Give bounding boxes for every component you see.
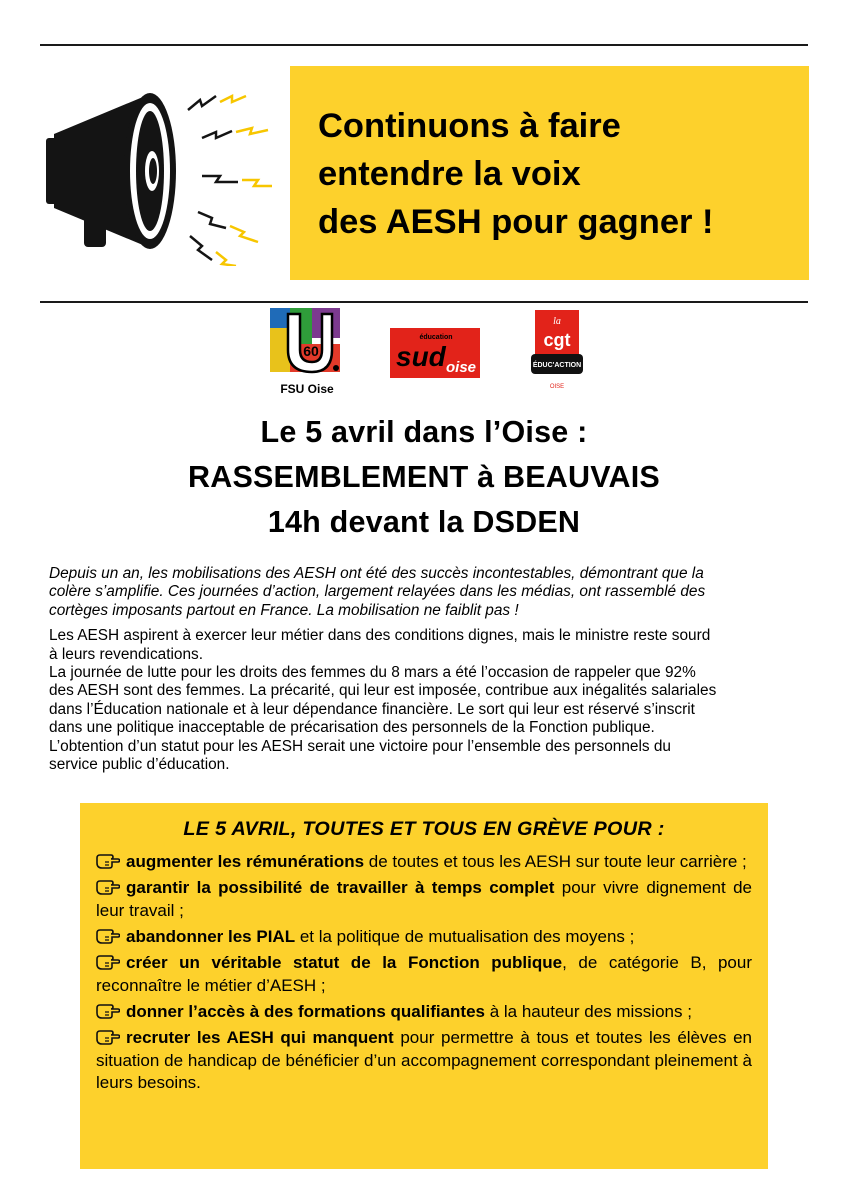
banner-line: entendre la voix bbox=[318, 155, 581, 193]
demand-item bbox=[96, 926, 752, 949]
main-paragraph bbox=[49, 627, 798, 774]
demand-text: de toutes et tous les AESH sur toute leur carrière ; bbox=[364, 852, 747, 871]
text-line: dans une politique inacceptable de précarisation des personnels de la Fonction publique. bbox=[49, 719, 655, 737]
sud-logo-sub: oise bbox=[446, 359, 477, 376]
demand-item bbox=[96, 851, 752, 874]
text-line: L’obtention d’un statut pour les AESH serait une victoire pour l’ensemble des personnels du bbox=[49, 737, 671, 755]
demand-item bbox=[96, 1001, 752, 1024]
demand-bold: recruter les AESH qui manquent bbox=[126, 1028, 394, 1048]
pointing-hand-icon bbox=[96, 927, 126, 946]
cgt-logo-top: la bbox=[553, 316, 561, 327]
pointing-hand-icon bbox=[96, 852, 126, 871]
demand-item bbox=[96, 1027, 752, 1095]
body-text bbox=[49, 565, 798, 781]
headline-banner bbox=[290, 66, 809, 280]
banner-line: Continuons à faire bbox=[318, 107, 621, 145]
text-line: colère s’amplifie. Ces journées d’action, largement relayées dans les médias, ont rassemblé des bbox=[49, 583, 706, 601]
demand-bold: abandonner les PIAL bbox=[126, 926, 296, 946]
event-date-line: Le 5 avril dans l’Oise : bbox=[260, 415, 588, 449]
text-line: des AESH sont des femmes. La précarité, qui leur est imposée, contribue aux inégalités salariales bbox=[49, 682, 717, 700]
pointing-hand-icon bbox=[96, 953, 126, 972]
text-line: service public d’éducation. bbox=[49, 756, 230, 774]
demand-text: pour vivre dignement de leur travail ; bbox=[96, 878, 752, 920]
demand-item bbox=[96, 952, 752, 997]
demand-text: et la politique de mutualisation des moyens ; bbox=[295, 926, 635, 946]
demand-text: , de catégorie B, pour reconnaître le métier d’AESH ; bbox=[96, 953, 753, 995]
cgt-logo-sub: ÉDUC'ACTION bbox=[532, 362, 582, 369]
text-line: La journée de lutte pour les droits des femmes du 8 mars a été l’occasion de rappeler que 92% bbox=[49, 664, 696, 682]
event-time-line: 14h devant la DSDEN bbox=[267, 505, 581, 539]
text-line: cortèges imposants partout en France. La mobilisation ne faiblit pas ! bbox=[49, 601, 519, 619]
sud-logo-top: éducation bbox=[419, 334, 453, 341]
event-title-line: RASSEMBLEMENT à BEAUVAIS bbox=[188, 460, 660, 494]
banner-title bbox=[318, 102, 809, 246]
demand-item bbox=[96, 877, 752, 922]
demand-bold: augmenter les rémunérations bbox=[126, 852, 365, 871]
pointing-hand-icon bbox=[96, 878, 126, 897]
cgt-logo-region: OISE bbox=[549, 384, 565, 390]
fsu-logo-caption: FSU Oise bbox=[280, 382, 334, 396]
fsu-logo-number: 60 bbox=[303, 343, 319, 359]
text-line: Depuis un an, les mobilisations des AESH ont été des succès incontestables, démontrant que la bbox=[49, 565, 704, 582]
text-line: dans l’Éducation nationale et à leur dépendance financière. Le sort qui leur est réservé s’inscrit bbox=[49, 700, 695, 718]
strike-demands-box bbox=[80, 803, 768, 1169]
demand-list bbox=[96, 851, 752, 1095]
cgt-logo-main: cgt bbox=[543, 330, 571, 350]
sud-logo-main: sud bbox=[396, 341, 446, 372]
fsu-oise-logo bbox=[268, 306, 342, 374]
megaphone-icon bbox=[40, 76, 280, 266]
event-headlines bbox=[0, 410, 848, 545]
demand-text: pour permettre à tous et toutes les élèves en situation de handicap de bénéficier d’un accompagnement correspondant pleinement à leurs besoins. bbox=[96, 1028, 752, 1093]
top-divider bbox=[40, 44, 808, 46]
text-line: à leurs revendications. bbox=[49, 645, 203, 663]
banner-line: des AESH pour gagner ! bbox=[318, 203, 714, 241]
intro-paragraph bbox=[49, 565, 798, 620]
demand-bold: donner l’accès à des formations qualifiantes bbox=[126, 1001, 485, 1021]
pointing-hand-icon bbox=[96, 1028, 126, 1047]
demands-title: LE 5 AVRIL, TOUTES ET TOUS EN GRÈVE POUR : bbox=[183, 818, 665, 840]
cgt-educaction-logo bbox=[531, 310, 583, 394]
text-line: Les AESH aspirent à exercer leur métier dans des conditions dignes, mais le ministre reste sourd bbox=[49, 627, 711, 645]
demand-bold: créer un véritable statut de la Fonction publique bbox=[126, 953, 563, 973]
middle-divider bbox=[40, 301, 808, 303]
sud-education-oise-logo bbox=[390, 328, 480, 378]
demand-text: à la hauteur des missions ; bbox=[485, 1001, 692, 1021]
pointing-hand-icon bbox=[96, 1002, 126, 1021]
demand-bold: garantir la possibilité de travailler à temps complet bbox=[126, 878, 555, 898]
